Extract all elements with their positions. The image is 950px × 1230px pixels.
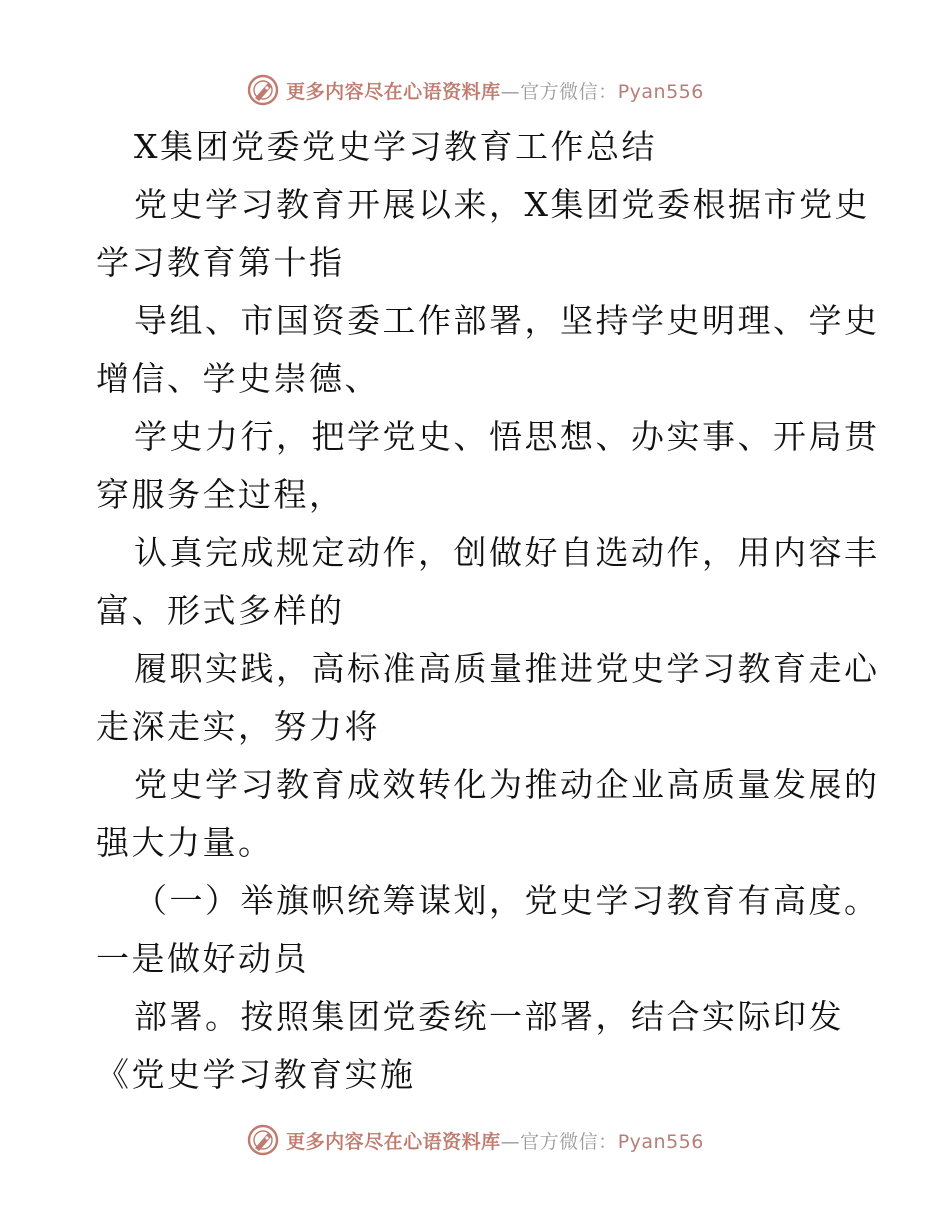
paragraph-line: 认真完成规定动作，创做好自选动作，用内容丰 — [134, 533, 880, 572]
paragraph-line: 走深走实，努力将 — [96, 707, 380, 746]
watermark-text — [286, 77, 704, 104]
watermark-label: 官方微信： — [520, 80, 618, 103]
paragraph-line: 部署。按照集团党委统一部署，结合实际印发 — [134, 997, 844, 1036]
watermark-id: Pyan556 — [617, 1130, 704, 1153]
paragraph-line: 增信、学史崇德、 — [96, 359, 380, 398]
pen-nib-circle-icon — [246, 73, 280, 107]
watermark-id: Pyan556 — [617, 80, 704, 103]
watermark-separator: — — [500, 80, 521, 103]
paragraph-line: 学习教育第十指 — [96, 243, 345, 282]
pen-nib-circle-icon — [246, 1123, 280, 1157]
document-body — [96, 118, 880, 1104]
paragraph-line: 履职实践，高标准高质量推进党史学习教育走心 — [134, 649, 880, 688]
paragraph-line: 强大力量。 — [96, 823, 274, 862]
paragraph-line: 穿服务全过程， — [96, 475, 345, 514]
paragraph-line: 导组、市国资委工作部署，坚持学史明理、学史 — [134, 301, 880, 340]
watermark-header — [0, 70, 950, 110]
document-title: X集团党委党史学习教育工作总结 — [134, 127, 657, 166]
watermark-label: 官方微信： — [520, 1130, 618, 1153]
paragraph-line: 一是做好动员 — [96, 939, 309, 978]
watermark-separator: — — [500, 1130, 521, 1153]
paragraph-line: 学史力行，把学党史、悟思想、办实事、开局贯 — [134, 417, 880, 456]
paragraph-line: 党史学习教育成效转化为推动企业高质量发展的 — [134, 765, 880, 804]
watermark-text — [286, 1127, 704, 1154]
watermark-footer — [0, 1120, 950, 1160]
watermark-main-text: 更多内容尽在心语资料库 — [286, 80, 501, 103]
watermark-main-text: 更多内容尽在心语资料库 — [286, 1130, 501, 1153]
paragraph-line: 富、形式多样的 — [96, 591, 345, 630]
section-heading-line: （一）举旗帜统筹谋划，党史学习教育有高度。 — [134, 881, 880, 920]
paragraph-line: 《党史学习教育实施 — [96, 1055, 416, 1094]
paragraph-line: 党史学习教育开展以来，X集团党委根据市党史 — [134, 185, 870, 224]
